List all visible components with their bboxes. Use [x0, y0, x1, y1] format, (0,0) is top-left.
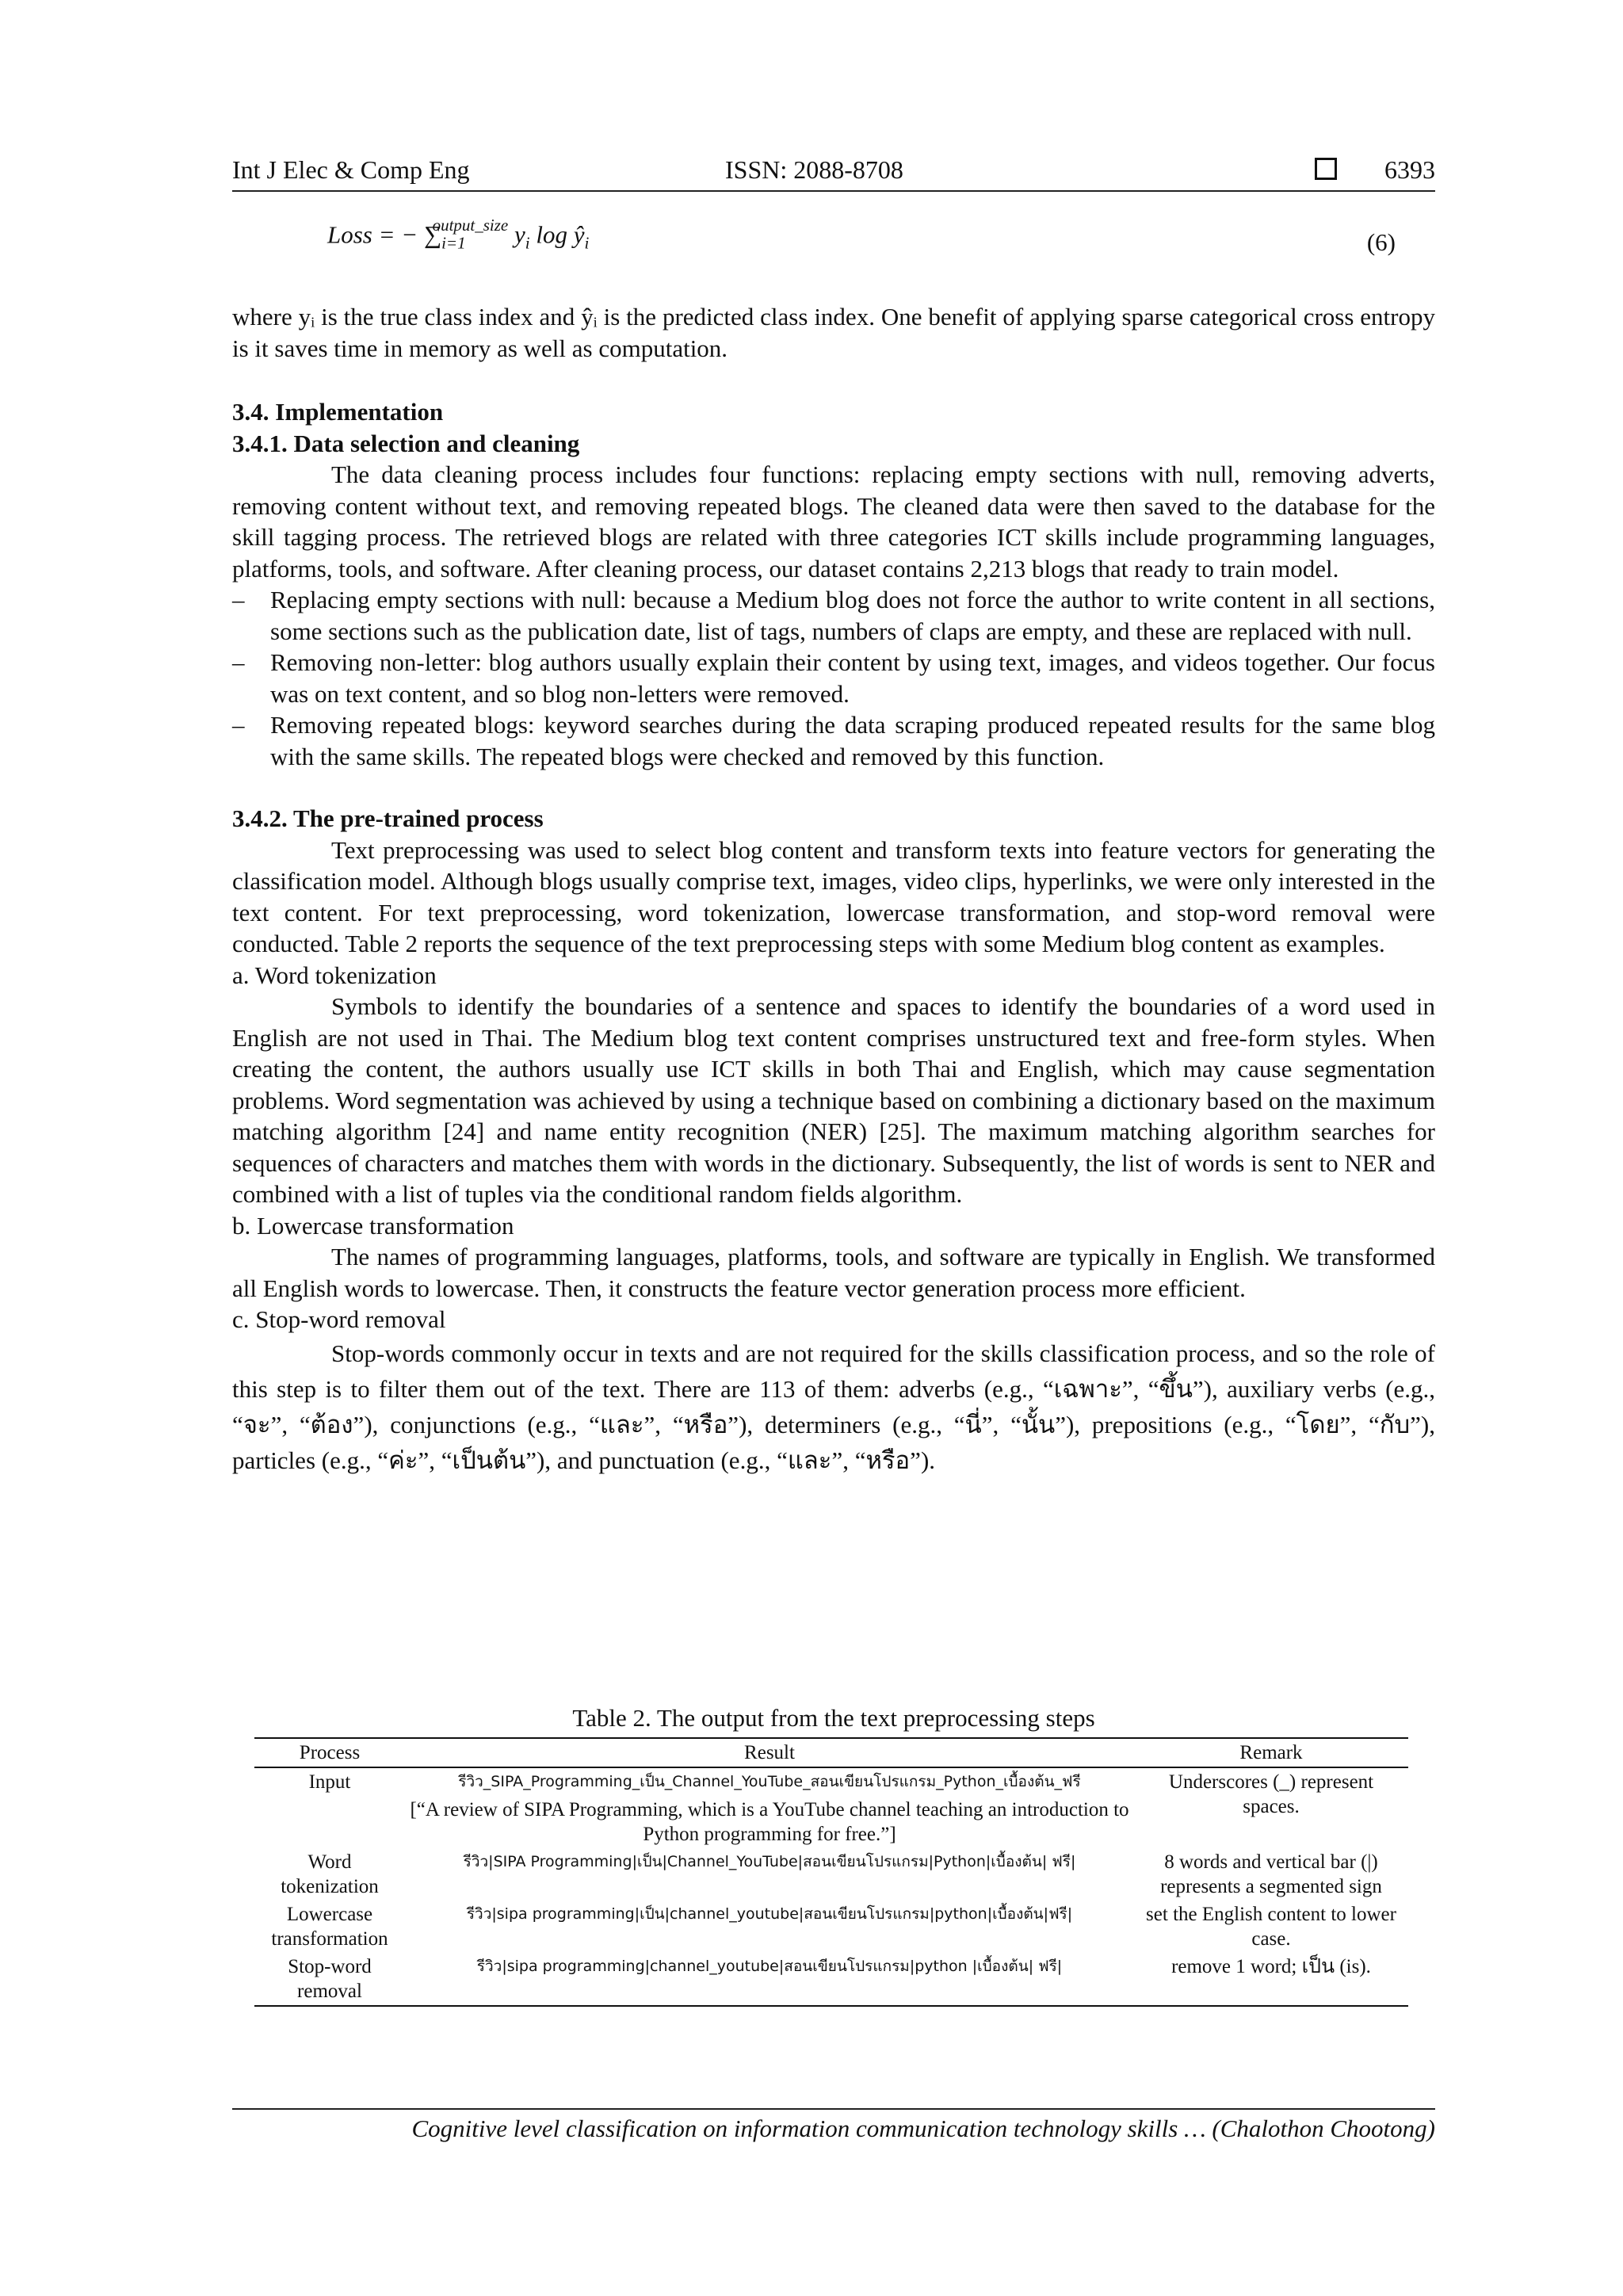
- page-number: 6393: [1384, 155, 1435, 184]
- table-cell-process: [254, 1796, 405, 1848]
- paragraph-3-4-1: The data cleaning process includes four functions: replacing empty sections with null, removing adverts, removing content without text, and removing repeated blogs. The cleaned data were then saved to the database for the skill tagging process. The retrieved blogs are related with three categories ICT skills include programming languages, platforms, tools, and software. After cleaning process, our dataset contains 2,213 blogs that ready to train model.: [232, 460, 1435, 583]
- table-cell-process: Stop-word removal: [254, 1953, 405, 2006]
- equation-6: [327, 216, 590, 254]
- dash-icon: –: [232, 586, 245, 613]
- bullet-item: [232, 584, 1435, 647]
- heading-3-4-1: 3.4.1. Data selection and cleaning: [232, 429, 580, 457]
- running-header: [232, 155, 1435, 192]
- equation-y: y: [508, 220, 525, 249]
- bullet-text: Replacing empty sections with null: because a Medium blog does not force the author to write content in all sections, some sections such as the publication date, list of tags, numbers of claps are empty, and these are replaced with null.: [270, 586, 1435, 645]
- dash-icon: –: [232, 711, 245, 739]
- table-cell-result: รีวิว_SIPA_Programming_เป็น_Channel_YouTube_สอนเขียนโปรแกรม_Python_เบื้องต้น_ฟรี: [458, 1773, 1081, 1790]
- table-cell-process: Lowercase transformation: [271, 1904, 388, 1950]
- bullet-item: [232, 709, 1435, 772]
- table-cell-process: Word tokenization: [281, 1851, 379, 1897]
- bullet-text: Removing non-letter: blog authors usually explain their content by using text, images, and videos together. Our focus was on text content, and so blog non-letters were removed.: [270, 648, 1435, 708]
- column-header: Process: [254, 1738, 405, 1767]
- subheading-c: c. Stop-word removal: [232, 1305, 446, 1333]
- equation-sub: i=1: [441, 233, 466, 253]
- page-number-block: [1315, 155, 1435, 185]
- column-header: Remark: [1134, 1738, 1408, 1767]
- paragraph-3-4-2: Text preprocessing was used to select blog content and transform texts into feature vectors for generating the classification model. Although blogs usually comprise text, images, video clips, hyperlinks, we were only interested in the text content. For text preprocessing, word tokenization, lowercase transformation, and stop-word removal were conducted. Table 2 reports the sequence of the text preprocessing steps with some Medium blog content as examples.: [232, 835, 1435, 957]
- table-cell-result: รีวิว|sipa programming|channel_youtube|สอนเขียนโปรแกรม|python |เบื้องต้น| ฟรี|: [405, 1953, 1134, 2006]
- running-footer: Cognitive level classification on information communication technology skills … (Chalothon Chootong): [232, 2108, 1435, 2143]
- table-2: [254, 1737, 1408, 2007]
- issn: ISSN: 2088-8708: [725, 155, 903, 184]
- square-icon: [1315, 158, 1337, 180]
- section-3-4: [232, 396, 1435, 1478]
- equation-log: log ŷ: [529, 220, 585, 249]
- paragraph-after-equation: where yᵢ is the true class index and ŷᵢ is the predicted class index. One benefit of applying sparse categorical cross entropy is it saves time in memory as well as computation.: [232, 303, 1435, 362]
- heading-3-4: 3.4. Implementation: [232, 398, 444, 426]
- journal-name: Int J Elec & Comp Eng: [232, 155, 470, 184]
- table-cell-process: Input: [308, 1771, 351, 1793]
- table-row: [254, 1901, 1408, 1953]
- table-caption: Table 2. The output from the text preprocessing steps: [572, 1704, 1095, 1732]
- table-cell-result: [“A review of SIPA Programming, which is a YouTube channel teaching an introduction to Python programming for free.”]: [410, 1799, 1129, 1845]
- table-cell-remark: Underscores (_) represent spaces.: [1168, 1771, 1374, 1817]
- table-row: [254, 1848, 1408, 1901]
- equation-log-sub: i: [584, 233, 590, 253]
- table-header-row: [254, 1738, 1408, 1767]
- equation-sup: output_size: [432, 216, 509, 235]
- equation-lhs: Loss = − ∑: [327, 220, 442, 249]
- bullet-text: Removing repeated blogs: keyword searches during the data scraping produced repeated results for the same blog with the same skills. The repeated blogs were checked and removed by this function.: [270, 711, 1435, 770]
- dash-icon: –: [232, 648, 245, 676]
- paragraph-a: Symbols to identify the boundaries of a sentence and spaces to identify the boundaries of a word used in English are not used in Thai. The Medium blog text content comprises unstructured text and free-form styles. When creating the content, the authors usually use ICT skills in both Thai and English, which may cause segmentation problems. Word segmentation was achieved by using a technique based on combining a dictionary based on the maximum matching algorithm [24] and name entity recognition (NER) [25]. The maximum matching algorithm searches for sequences of characters and matches them with words in the dictionary. Subsequently, the list of words is sent to NER and combined with a list of tuples via the conditional random fields algorithm.: [232, 992, 1435, 1208]
- paragraph-c: Stop-words commonly occur in texts and are not required for the skills classification process, and so the role of this step is to filter them out of the text. There are 113 of them: adverbs (e.g., “เฉพาะ”, “ขึ้น”), auxiliary verbs (e.g., “จะ”, “ต้อง”), conjunctions (e.g., “และ”, “หรือ”), determiners (e.g., “นี่”, “นั้น”), prepositions (e.g., “โดย”, “กับ”), particles (e.g., “ค่ะ”, “เป็นต้น”), and punctuation (e.g., “และ”, “หรือ”).: [232, 1339, 1435, 1474]
- table-cell-remark: remove 1 word; เป็น (is).: [1134, 1953, 1408, 2006]
- bullet-item: [232, 647, 1435, 709]
- table-row: [254, 1767, 1408, 1796]
- paragraph-b: The names of programming languages, platforms, tools, and software are typically in English. We transformed all English words to lowercase. Then, it constructs the feature vector generation process more efficient.: [232, 1243, 1435, 1302]
- heading-3-4-2: 3.4.2. The pre-trained process: [232, 804, 544, 832]
- equation-y-sub: i: [525, 233, 530, 253]
- table-cell-remark: set the English content to lower case.: [1146, 1904, 1396, 1950]
- table-cell-result: รีวิว|sipa programming|เป็น|channel_youtube|สอนเขียนโปรแกรม|python|เบื้องต้น|ฟรี|: [466, 1905, 1073, 1923]
- table-cell-result: รีวิว|SIPA Programming|เป็น|Channel_YouTube|สอนเขียนโปรแกรม|Python|เบื้องต้น| ฟรี|: [463, 1853, 1076, 1870]
- table-cell-remark: 8 words and vertical bar (|) represents a segmented sign: [1160, 1851, 1382, 1897]
- table-row: [254, 1953, 1408, 2006]
- column-header: Result: [405, 1738, 1134, 1767]
- subheading-a: a. Word tokenization: [232, 961, 437, 989]
- subheading-b: b. Lowercase transformation: [232, 1211, 514, 1240]
- equation-number: (6): [1366, 228, 1396, 256]
